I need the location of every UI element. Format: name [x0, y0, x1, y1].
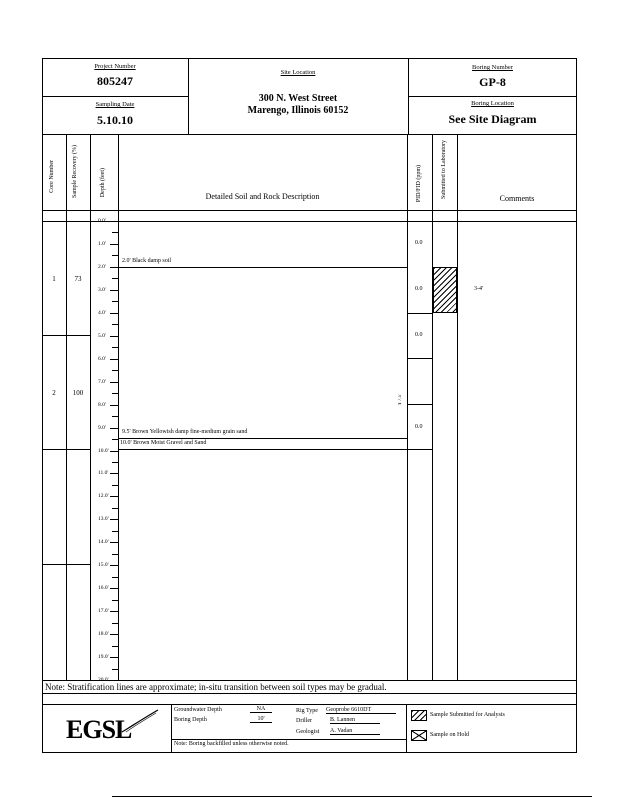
depth-major-tick [110, 336, 118, 337]
driller-label: Driller [296, 718, 312, 724]
depth-major-tick [110, 588, 118, 589]
column-divider [457, 134, 458, 680]
divider [42, 210, 577, 211]
depth-major-tick [110, 428, 118, 429]
stratum-boundary [118, 449, 407, 450]
depth-major-tick [110, 657, 118, 658]
legend-submitted-label: Sample Submitted for Analysis [430, 712, 505, 718]
core-recovery: 100 [72, 389, 84, 397]
boring-location: See Site Diagram [448, 112, 537, 126]
depth-label: 15.0' [98, 562, 109, 569]
page-edge-line [112, 796, 592, 797]
boring-depth-label: Boring Depth [174, 717, 207, 723]
depth-minor-tick [112, 531, 118, 532]
depth-minor-tick [112, 646, 118, 647]
depth-major-tick [110, 221, 118, 222]
geologist-value: A. Vadan [330, 728, 380, 735]
depth-major-tick [110, 473, 118, 474]
depth-label: 12.0' [98, 493, 109, 500]
core-recovery: 73 [74, 275, 82, 283]
divider [171, 704, 172, 753]
depth-label: 6.0' [98, 355, 106, 362]
pid-reading: 0.0 [415, 286, 423, 292]
pid-reading: 0.0 [415, 240, 423, 246]
legend-hold-swatch [411, 730, 427, 741]
pid-header: PID/FID (ppm) [416, 165, 422, 203]
divider [42, 680, 577, 681]
depth-minor-tick [112, 554, 118, 555]
depth-minor-tick [112, 232, 118, 233]
depth-minor-tick [112, 370, 118, 371]
column-divider [118, 134, 119, 680]
core-boundary [42, 335, 90, 336]
sample-submitted-hatch [433, 267, 457, 313]
core-number: 2 [52, 389, 56, 397]
depth-minor-tick [112, 255, 118, 256]
core-boundary [42, 449, 90, 450]
column-divider [90, 134, 91, 680]
depth-minor-tick [112, 439, 118, 440]
rig-type-label: Rig Type [296, 708, 318, 714]
legend-hold-label: Sample on Hold [430, 732, 469, 738]
comments-header: Comments [499, 194, 535, 203]
divider [42, 693, 577, 694]
sample-recovery-header: Sample Recovery (%) [72, 145, 78, 198]
depth-label: 9.0' [98, 424, 106, 431]
depth-minor-tick [112, 485, 118, 486]
depth-major-tick [110, 290, 118, 291]
depth-major-tick [110, 313, 118, 314]
depth-minor-tick [112, 324, 118, 325]
depth-label: 3.0' [98, 286, 106, 293]
pid-reading: 0.0 [415, 424, 423, 430]
depth-label: 18.0' [98, 631, 109, 638]
depth-major-tick [110, 244, 118, 245]
description-entry: 10.0' Brown Moist Gravel and Sand [120, 440, 207, 446]
rig-type-value: Geoprobe 6610DT [326, 707, 396, 714]
description-entry: 9.5' Brown Yellowish damp fine-medium grain sand [122, 429, 248, 435]
depth-major-tick [110, 519, 118, 520]
depth-label: 2.0' [98, 263, 106, 270]
depth-label: 14.0' [98, 539, 109, 546]
depth-label: 0.0' [98, 218, 106, 224]
legend-submitted-swatch [411, 710, 427, 721]
depth-header: Depth (feet) [100, 168, 106, 198]
depth-minor-tick [112, 278, 118, 279]
description-header: Detailed Soil and Rock Description [205, 192, 320, 201]
core-number: 1 [52, 275, 56, 283]
boring-depth-value: 10' [250, 716, 272, 723]
geologist-label: Geologist [296, 729, 320, 735]
backfill-note: Note: Boring backfilled unless otherwise noted. [174, 741, 289, 747]
stratum-boundary [118, 267, 407, 268]
depth-major-tick [110, 542, 118, 543]
core-number-header: Core Number [49, 160, 55, 193]
water-level-mark: ¥ 7.5' [398, 394, 403, 405]
divider [42, 704, 577, 705]
column-divider [432, 134, 433, 680]
pid-interval [407, 404, 432, 405]
stratification-note: Note: Stratification lines are approximate; in-situ transition between soil types may be gradual. [45, 682, 387, 692]
boring-number-label: Boring Number [472, 64, 513, 71]
project-number-label: Project Number [94, 63, 136, 70]
depth-label: 19.0' [98, 654, 109, 661]
depth-minor-tick [112, 393, 118, 394]
depth-label: 17.0' [98, 608, 109, 615]
boring-log-frame [42, 58, 577, 753]
pid-interval [407, 449, 432, 450]
depth-minor-tick [112, 301, 118, 302]
depth-minor-tick [112, 462, 118, 463]
divider [406, 704, 407, 753]
depth-minor-tick [112, 623, 118, 624]
driller-value: B. Lannen [330, 717, 380, 724]
depth-minor-tick [112, 347, 118, 348]
depth-label: 13.0' [98, 516, 109, 523]
site-location-label: Site Location [280, 69, 316, 76]
depth-major-tick [110, 267, 118, 268]
divider [42, 221, 577, 222]
divider [42, 96, 188, 97]
divider [408, 96, 577, 97]
depth-minor-tick [112, 669, 118, 670]
depth-label: 4.0' [98, 309, 106, 316]
depth-label: 20.0' [98, 677, 109, 683]
depth-major-tick [110, 382, 118, 383]
pid-interval [407, 313, 432, 314]
site-address-line1: 300 N. West Street [258, 93, 338, 104]
submitted-header: Submitted to Laboratory [441, 140, 447, 199]
sampling-date: 5.10.10 [97, 113, 133, 127]
depth-minor-tick [112, 508, 118, 509]
divider [171, 739, 406, 740]
core-boundary [42, 564, 90, 565]
boring-number: GP-8 [479, 75, 506, 89]
depth-label: 10.0' [98, 447, 109, 454]
depth-label: 16.0' [98, 585, 109, 592]
depth-label: 8.0' [98, 401, 106, 408]
description-entry: 2.0' Black damp soil [122, 258, 172, 264]
comment-interval: 3-4' [474, 286, 484, 292]
depth-label: 11.0' [98, 470, 109, 477]
depth-major-tick [110, 451, 118, 452]
depth-label: 7.0' [98, 378, 106, 385]
depth-label: 5.0' [98, 332, 106, 339]
sampling-date-label: Sampling Date [95, 101, 135, 108]
divider [42, 134, 577, 135]
depth-major-tick [110, 634, 118, 635]
pid-reading: 0.0 [415, 332, 423, 338]
depth-major-tick [110, 611, 118, 612]
depth-minor-tick [112, 600, 118, 601]
depth-major-tick [110, 496, 118, 497]
site-address-line2: Marengo, Illinois 60152 [247, 105, 349, 116]
groundwater-value: NA [250, 706, 272, 713]
logo-swoosh-icon [120, 708, 160, 734]
column-divider [407, 134, 408, 680]
egsl-logo: EGSL [66, 715, 132, 744]
depth-major-tick [110, 565, 118, 566]
depth-minor-tick [112, 416, 118, 417]
depth-label: 1.0' [98, 240, 106, 247]
depth-major-tick [110, 359, 118, 360]
depth-minor-tick [112, 577, 118, 578]
pid-interval [407, 358, 432, 359]
boring-location-label: Boring Location [471, 100, 514, 107]
depth-major-tick [110, 405, 118, 406]
column-divider [66, 134, 67, 680]
groundwater-label: Groundwater Depth [174, 707, 222, 713]
project-number: 805247 [97, 74, 133, 88]
stratum-boundary [118, 438, 407, 439]
